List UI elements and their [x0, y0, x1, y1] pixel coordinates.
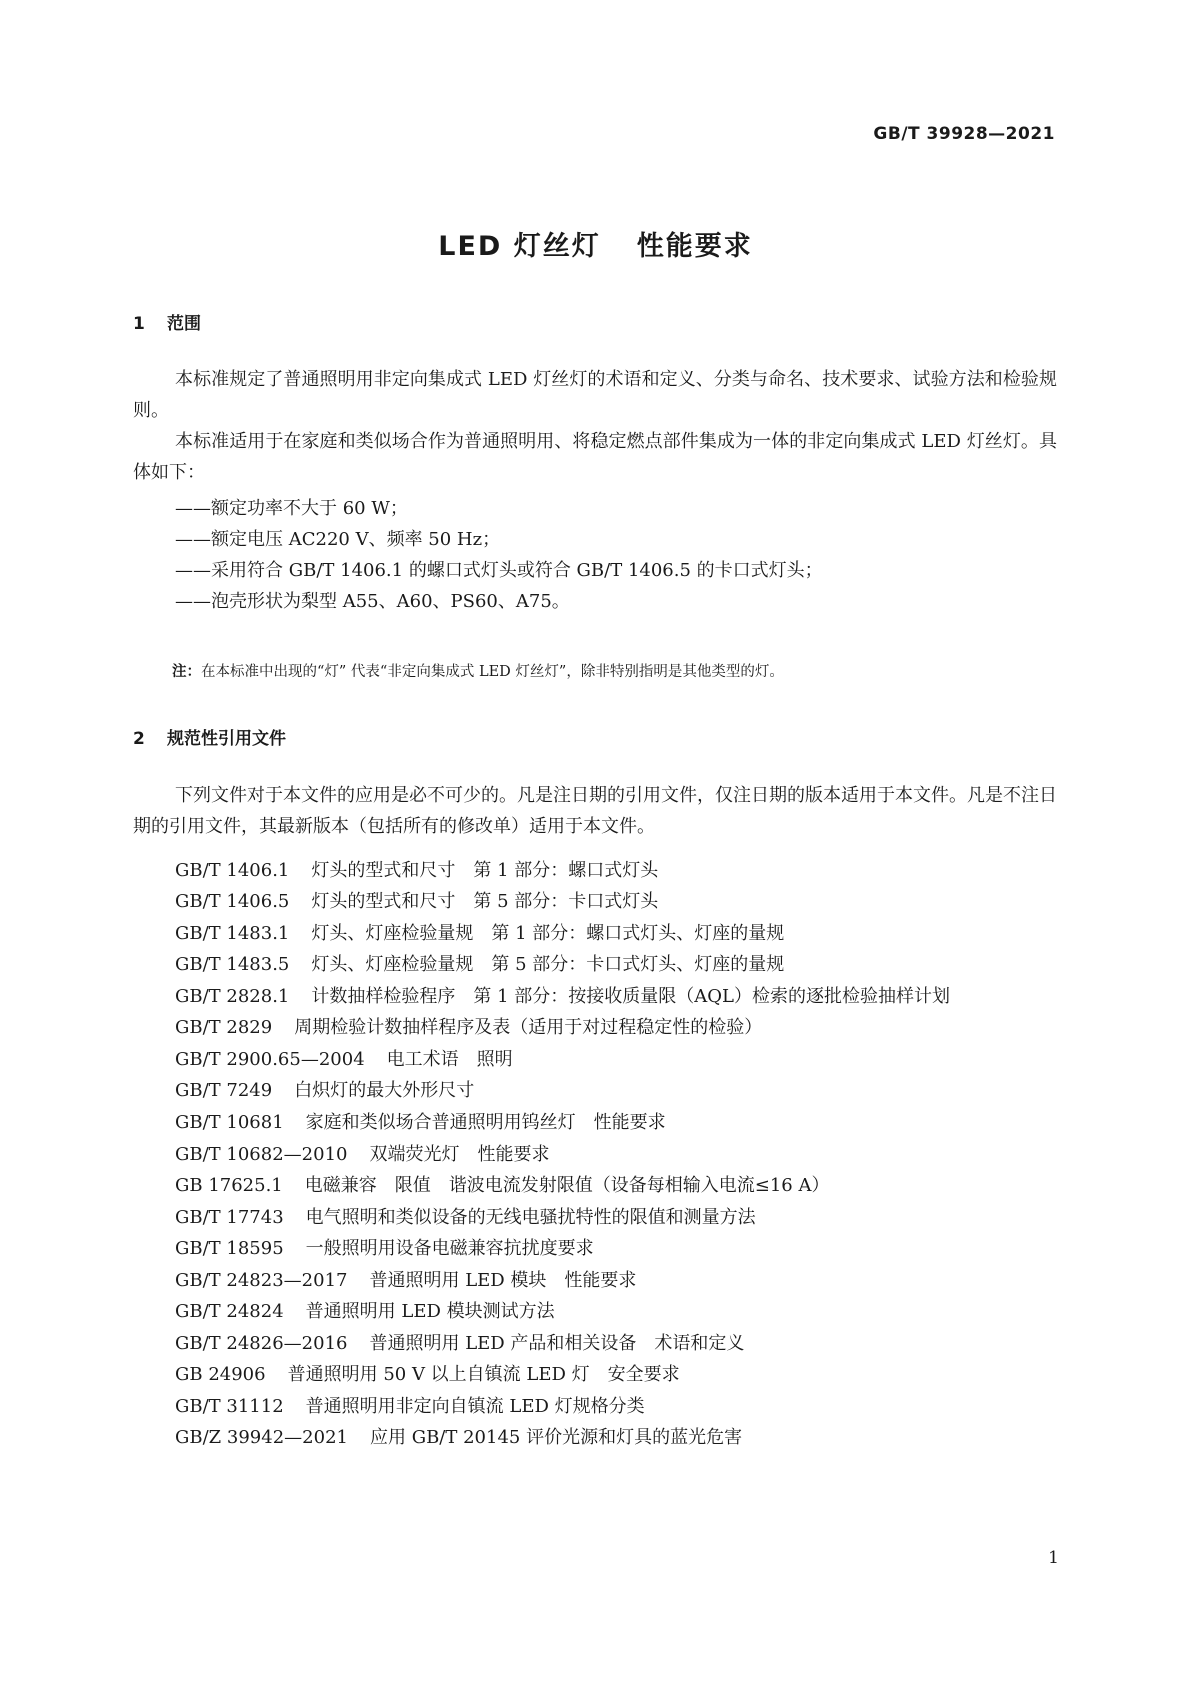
- reference-code: GB 24906: [175, 1364, 266, 1385]
- scope-item: ——泡壳形状为梨型 A55、A60、PS60、A75。: [175, 591, 570, 612]
- reference-code: GB/T 24826—2016: [175, 1333, 348, 1354]
- reference-item: [175, 1329, 744, 1355]
- scope-note: [172, 660, 784, 681]
- reference-item: [175, 1266, 636, 1292]
- reference-title: 白炽灯的最大外形尺寸: [294, 1080, 475, 1101]
- standard-code: GB/T 39928—2021: [873, 124, 1055, 144]
- scope-item: ——采用符合 GB/T 1406.1 的螺口式灯头或符合 GB/T 1406.5 的卡口式灯头；: [175, 560, 823, 581]
- scope-paragraph-1: 本标准规定了普通照明用非定向集成式 LED 灯丝灯的术语和定义、分类与命名、技术要求、试验方法和检验规则。: [133, 369, 1057, 421]
- reference-title: 普通照明用 50 V 以上自镇流 LED 灯 安全要求: [287, 1364, 680, 1385]
- document-title: [0, 224, 1191, 263]
- reference-title: 普通照明用 LED 模块测试方法: [305, 1301, 555, 1322]
- scope-item: ——额定功率不大于 60 W；: [175, 498, 408, 519]
- reference-item: [175, 1108, 666, 1134]
- reference-item: [175, 1297, 555, 1323]
- section-2-number: 2: [133, 729, 145, 749]
- reference-code: GB/T 1406.1: [175, 860, 290, 881]
- section-2-title: 规范性引用文件: [167, 729, 286, 749]
- reference-code: GB/T 7249: [175, 1080, 273, 1101]
- scope-paragraph-2: 本标准适用于在家庭和类似场合作为普通照明用、将稳定燃点部件集成为一体的非定向集成式 LED 灯丝灯。具体如下：: [133, 431, 1057, 483]
- reference-code: GB/T 2900.65—2004: [175, 1049, 365, 1070]
- reference-item: [175, 1171, 829, 1197]
- note-label: 注：: [172, 664, 201, 680]
- reference-title: 灯头的型式和尺寸 第 1 部分：螺口式灯头: [311, 860, 659, 881]
- reference-item: [175, 1392, 645, 1418]
- reference-item: [175, 1203, 756, 1229]
- reference-title: 电气照明和类似设备的无线电骚扰特性的限值和测量方法: [305, 1207, 756, 1228]
- reference-code: GB/T 1483.5: [175, 954, 290, 975]
- reference-code: GB 17625.1: [175, 1175, 283, 1196]
- reference-title: 普通照明用 LED 产品和相关设备 术语和定义: [369, 1333, 745, 1354]
- reference-title: 灯头、灯座检验量规 第 5 部分：卡口式灯头、灯座的量规: [311, 954, 785, 975]
- reference-item: [175, 919, 784, 945]
- reference-title: 电工术语 照明: [386, 1049, 513, 1070]
- reference-title: 一般照明用设备电磁兼容抗扰度要求: [305, 1238, 594, 1259]
- reference-code: GB/T 24824: [175, 1301, 284, 1322]
- reference-code: GB/Z 39942—2021: [175, 1427, 348, 1448]
- reference-title: 普通照明用 LED 模块 性能要求: [369, 1270, 637, 1291]
- reference-item: [175, 1234, 594, 1260]
- reference-title: 灯头、灯座检验量规 第 1 部分：螺口式灯头、灯座的量规: [311, 923, 785, 944]
- reference-code: GB/T 10681: [175, 1112, 284, 1133]
- reference-title: 计数抽样检验程序 第 1 部分：按接收质量限（AQL）检索的逐批检验抽样计划: [311, 986, 950, 1007]
- document-title-part1: LED 灯丝灯: [438, 231, 601, 262]
- section-1-title: 范围: [167, 314, 201, 334]
- section-1-heading: [133, 309, 201, 334]
- reference-item: [175, 982, 950, 1008]
- reference-code: GB/T 2828.1: [175, 986, 290, 1007]
- reference-item: [175, 1013, 762, 1039]
- reference-code: GB/T 1483.1: [175, 923, 290, 944]
- reference-code: GB/T 18595: [175, 1238, 284, 1259]
- reference-item: [175, 1360, 680, 1386]
- reference-title: 电磁兼容 限值 谐波电流发射限值（设备每相输入电流≤16 A）: [304, 1175, 830, 1196]
- reference-code: GB/T 31112: [175, 1396, 284, 1417]
- reference-item: [175, 1140, 549, 1166]
- section-1-number: 1: [133, 314, 145, 334]
- section-2-heading: [133, 724, 286, 749]
- reference-title: 灯头的型式和尺寸 第 5 部分：卡口式灯头: [311, 891, 659, 912]
- note-text: 在本标准中出现的“灯” 代表“非定向集成式 LED 灯丝灯”，除非特别指明是其他类型的灯。: [201, 664, 784, 680]
- document-title-part2: 性能要求: [636, 231, 753, 262]
- reference-item: [175, 1423, 742, 1449]
- reference-code: GB/T 17743: [175, 1207, 284, 1228]
- reference-code: GB/T 2829: [175, 1017, 273, 1038]
- reference-title: 家庭和类似场合普通照明用钨丝灯 性能要求: [305, 1112, 666, 1133]
- reference-code: GB/T 10682—2010: [175, 1144, 348, 1165]
- scope-item: ——额定电压 AC220 V、频率 50 Hz；: [175, 529, 501, 550]
- reference-item: [175, 1076, 474, 1102]
- reference-item: [175, 856, 658, 882]
- reference-title: 应用 GB/T 20145 评价光源和灯具的蓝光危害: [369, 1427, 743, 1448]
- reference-title: 双端荧光灯 性能要求: [369, 1144, 550, 1165]
- reference-title: 周期检验计数抽样程序及表（适用于对过程稳定性的检验）: [294, 1017, 763, 1038]
- reference-item: [175, 887, 658, 913]
- reference-title: 普通照明用非定向自镇流 LED 灯规格分类: [305, 1396, 645, 1417]
- reference-code: GB/T 24823—2017: [175, 1270, 348, 1291]
- reference-item: [175, 950, 784, 976]
- reference-item: [175, 1045, 513, 1071]
- references-intro: 下列文件对于本文件的应用是必不可少的。凡是注日期的引用文件，仅注日期的版本适用于本文件。凡是不注日期的引用文件，其最新版本（包括所有的修改单）适用于本文件。: [133, 785, 1057, 837]
- page-number: 1: [1048, 1548, 1059, 1568]
- reference-code: GB/T 1406.5: [175, 891, 290, 912]
